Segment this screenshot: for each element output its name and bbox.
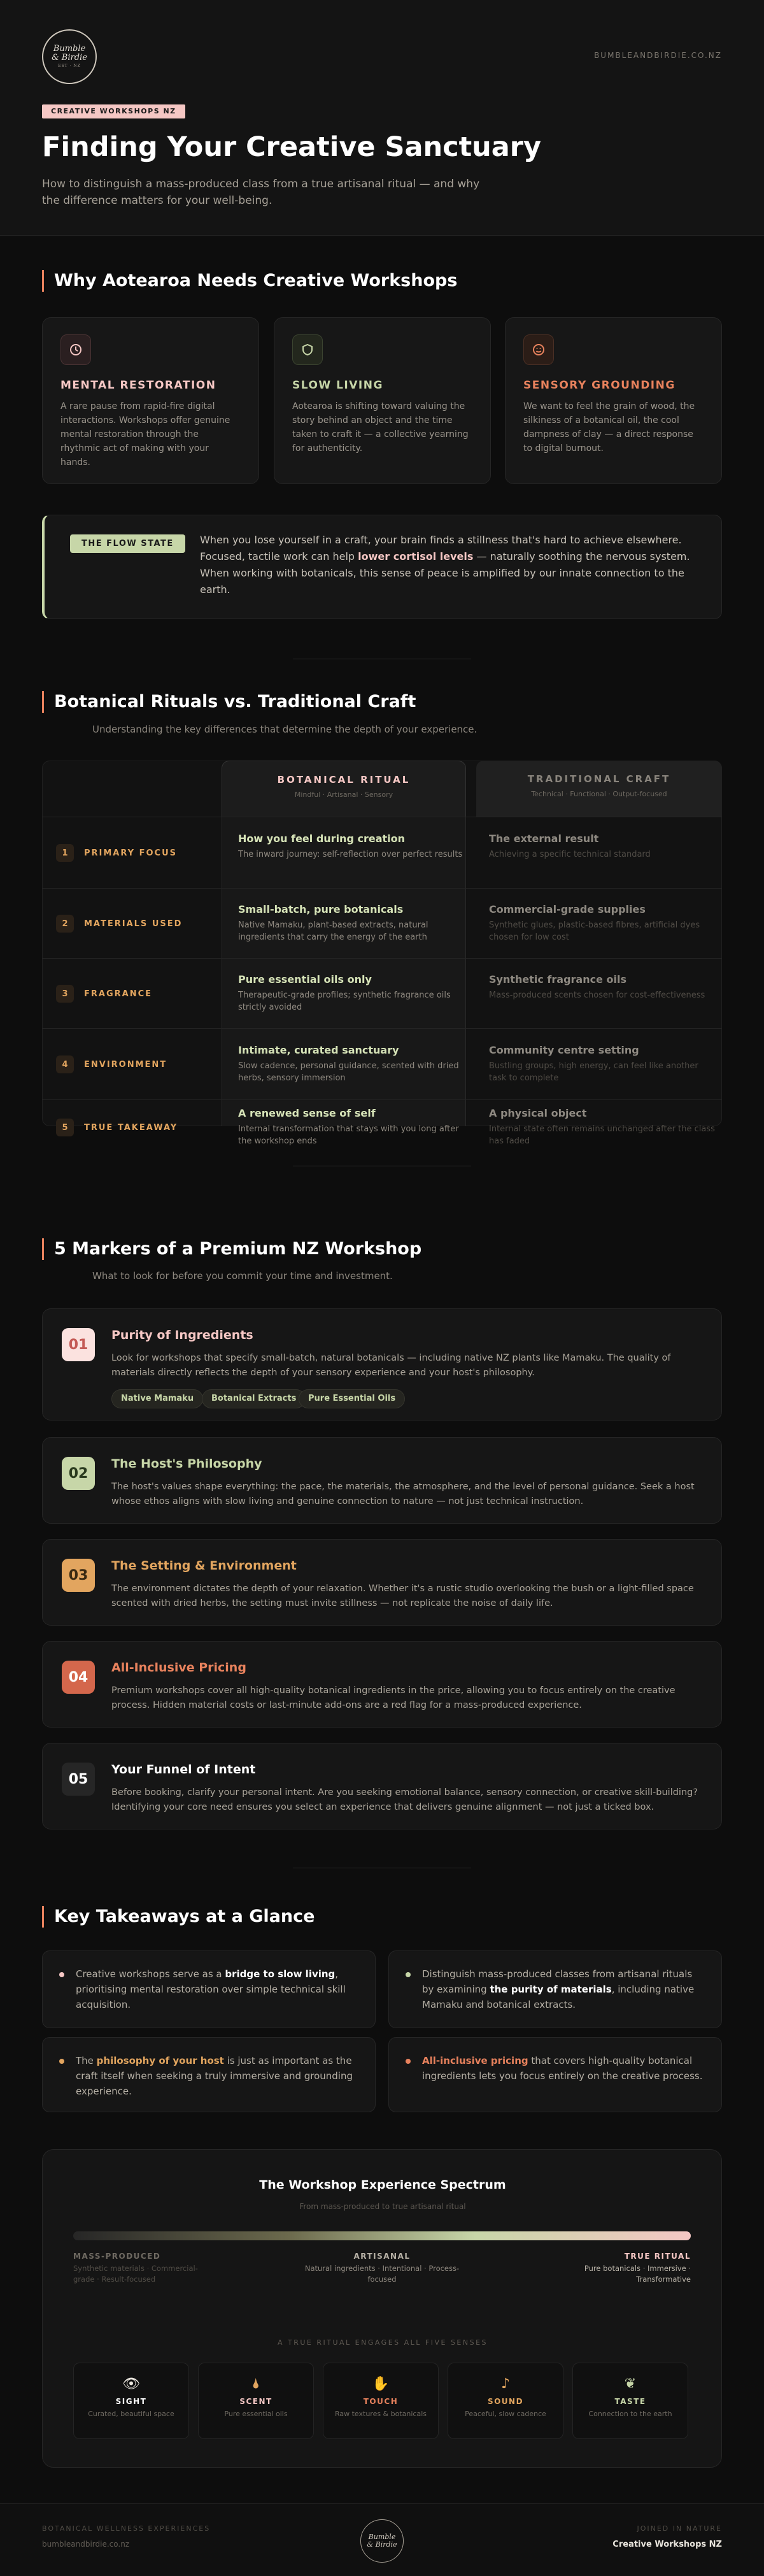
botanical-cell <box>238 903 467 943</box>
why-card-slow-living <box>274 317 491 484</box>
section-subtitle-compare: Understanding the key differences that determine the depth of your experience. <box>92 724 478 735</box>
cell-text: Native Mamaku, plant-based extracts, natural ingredients that carry the energy of the earth <box>238 920 428 942</box>
smile-icon <box>523 334 554 365</box>
footer-right-text: Creative Workshops NZ <box>612 2540 722 2549</box>
comparison-row <box>42 958 722 1028</box>
marker-title: All-Inclusive Pricing <box>111 1661 246 1675</box>
sense-card <box>198 2363 314 2439</box>
marker-card <box>42 1539 722 1626</box>
footer-url-link[interactable]: bumbleandbirdie.co.nz <box>42 2540 130 2549</box>
sense-title: SIGHT <box>115 2397 147 2406</box>
bullet-dot-icon <box>406 1972 411 1977</box>
ingredient-chip: Pure Essential Oils <box>299 1389 405 1408</box>
bullet-dot-icon <box>59 1972 64 1977</box>
spectrum-subtitle: From mass-produced to true artisanal ritual <box>299 2202 466 2211</box>
sense-title: TOUCH <box>363 2397 399 2406</box>
why-card-title: SENSORY GROUNDING <box>523 379 676 392</box>
why-card-sensory-grounding <box>505 317 722 484</box>
botanical-cell <box>238 833 467 861</box>
logo-line-2: & Birdie <box>52 52 87 62</box>
cell-text: Achieving a specific technical standard <box>489 850 651 859</box>
botanical-cell <box>238 1044 467 1084</box>
row-number: 5 <box>56 1119 74 1136</box>
section-subtitle-markers: What to look for before you commit your time and investment. <box>92 1270 393 1282</box>
row-label-text: FRAGRANCE <box>84 989 152 999</box>
cell-title: A renewed sense of self <box>238 1107 376 1119</box>
hand-icon: ✋ <box>372 2376 390 2392</box>
row-number: 2 <box>56 915 74 933</box>
sense-title: SOUND <box>487 2397 524 2406</box>
marker-card <box>42 1743 722 1829</box>
traditional-cell <box>489 833 718 861</box>
row-label <box>56 915 182 933</box>
takeaway-card: Creative workshops serve as a bridge to slow living, prioritising mental restoration over simple technical skill acquisition. <box>42 1950 376 2028</box>
marker-card <box>42 1308 722 1420</box>
sense-card <box>73 2363 189 2439</box>
cell-title: Commercial-grade supplies <box>489 903 646 915</box>
shield-icon <box>292 334 323 365</box>
sense-card <box>323 2363 439 2439</box>
footer-right-title: JOINED IN NATURE <box>637 2524 722 2533</box>
cell-text: Synthetic glues, plastic-based fibres, artificial dyes chosen for low cost <box>489 920 700 942</box>
cell-text: Mass-produced scents chosen for cost-effectiveness <box>489 991 705 1000</box>
column-header-traditional <box>476 761 722 817</box>
marker-number: 04 <box>62 1661 95 1694</box>
sense-text: Peaceful, slow cadence <box>465 2410 546 2418</box>
ingredient-chip: Native Mamaku <box>111 1389 203 1408</box>
footer-logo[interactable]: Bumble & Birdie <box>360 2519 404 2563</box>
comparison-row <box>42 817 722 888</box>
takeaway-highlight: philosophy of your host <box>96 2055 224 2066</box>
cell-title: The external result <box>489 833 599 845</box>
hero-header <box>0 0 764 236</box>
bullet-dot-icon <box>406 2059 411 2064</box>
column-subtitle: Mindful · Artisanal · Sensory <box>294 791 393 799</box>
row-label <box>56 844 177 862</box>
site-url-link[interactable]: BUMBLEANDBIRDIE.CO.NZ <box>594 51 722 60</box>
senses-title: A TRUE RITUAL ENGAGES ALL FIVE SENSES <box>277 2338 488 2347</box>
scent-icon: 🌢 <box>251 2376 260 2392</box>
comparison-row <box>42 888 722 958</box>
cell-text: Internal state often remains unchanged after the class has faded <box>489 1124 715 1146</box>
leaf-icon: ❦ <box>624 2376 637 2392</box>
takeaway-highlight: the purity of materials <box>490 1984 612 1995</box>
marker-text: Premium workshops cover all high-quality botanical ingredients in the price, allowing you to focus entirely on the creative process. Hidden material costs or last-minute add-ons are a red flag for a mass-produced experience. <box>111 1685 676 1710</box>
botanical-cell <box>238 1107 467 1147</box>
brand-logo[interactable] <box>42 29 97 84</box>
takeaway-highlight: bridge to slow living <box>225 1968 336 1980</box>
takeaway-card: Distinguish mass-produced classes from artisanal rituals by examining the purity of materials, including native Mamaku and botanical extracts. <box>388 1950 722 2028</box>
row-label <box>56 1055 167 1073</box>
section-title-why: Why Aotearoa Needs Creative Workshops <box>42 270 457 292</box>
cell-text: Internal transformation that stays with you long after the workshop ends <box>238 1124 459 1146</box>
marker-number: 02 <box>62 1457 95 1490</box>
clock-icon <box>60 334 91 365</box>
flow-state-highlight: lower cortisol levels <box>358 550 474 562</box>
cell-text: Bustling groups, high energy, can feel like another task to complete <box>489 1061 698 1083</box>
row-number: 1 <box>56 844 74 862</box>
category-tag: CREATIVE WORKSHOPS NZ <box>42 104 185 118</box>
section-title-compare: Botanical Rituals vs. Traditional Craft <box>42 691 416 713</box>
experience-spectrum <box>42 2149 722 2468</box>
why-card-text: We want to feel the grain of wood, the silkiness of a botanical oil, the cool dampness of clay — a direct response to digital burnout. <box>523 401 695 454</box>
spectrum-bar <box>73 2231 691 2240</box>
row-label <box>56 985 152 1003</box>
marker-text: The host's values shape everything: the pace, the materials, the atmosphere, and the level of personal guidance. Seek a host whose ethos aligns with slow living and genuine connection to nature — not just technical instruction. <box>111 1482 695 1506</box>
marker-number: 03 <box>62 1559 95 1592</box>
marker-text: The environment dictates the depth of your relaxation. Whether it's a rustic studio overlooking the bush or a light-filled space scented with dried herbs, the setting must invite stillness — not replicate the noise of daily life. <box>111 1584 694 1608</box>
section-title-markers: 5 Markers of a Premium NZ Workshop <box>42 1238 421 1260</box>
row-number: 3 <box>56 985 74 1003</box>
takeaway-highlight: All-inclusive pricing <box>422 2055 528 2066</box>
ingredient-chip: Botanical Extracts <box>202 1389 306 1408</box>
takeaway-card: All-inclusive pricing that covers high-quality botanical ingredients lets you focus entirely on the creative process. <box>388 2037 722 2112</box>
bullet-dot-icon <box>59 2059 64 2064</box>
marker-title: Purity of Ingredients <box>111 1328 253 1342</box>
row-label-text: TRUE TAKEAWAY <box>84 1122 178 1133</box>
sense-title: SCENT <box>239 2397 272 2406</box>
comparison-row <box>42 1028 722 1099</box>
traditional-cell <box>489 903 718 943</box>
sense-text: Curated, beautiful space <box>88 2410 174 2418</box>
section-title-takeaways: Key Takeaways at a Glance <box>42 1906 315 1928</box>
footer <box>0 2503 764 2576</box>
spectrum-title: The Workshop Experience Spectrum <box>259 2178 506 2192</box>
row-label <box>56 1119 178 1136</box>
logo-sub: EST · NZ <box>58 64 81 69</box>
flow-state-tag: THE FLOW STATE <box>70 534 185 553</box>
marker-text: Before booking, clarify your personal intent. Are you seeking emotional balance, sensory connection, or creative skill-building? Identifying your core need ensures you select an experience that delivers genuine alignment — not just a ticked box. <box>111 1787 698 1812</box>
row-number: 4 <box>56 1055 74 1073</box>
traditional-cell <box>489 973 718 1001</box>
spectrum-mid-label: ARTISANAL Natural ingredients · Intentional · Process-focused <box>304 2252 460 2284</box>
marker-card <box>42 1641 722 1728</box>
sense-text: Raw textures & botanicals <box>334 2410 427 2418</box>
marker-text: Look for workshops that specify small-batch, natural botanicals — including native NZ plants like Mamaku. The quality of materials directly reflects the depth of your sensory experience and your host's philosophy. <box>111 1353 671 1378</box>
flow-state-text: When you lose yourself in a craft, your brain finds a stillness that's hard to achieve elsewhere. Focused, tactile work can help lower cortisol levels — naturally soothing the nervous system. When working with botanicals, this sense of peace is amplified by our innate connection to the earth. <box>200 534 690 596</box>
why-card-title: SLOW LIVING <box>292 379 383 392</box>
why-card-text: Aotearoa is shifting toward valuing the story behind an object and the time taken to craft it — a collective yearning for authenticity. <box>292 401 469 454</box>
spectrum-left-label: MASS-PRODUCED Synthetic materials · Commercial-grade · Result-focused <box>73 2252 198 2284</box>
traditional-cell <box>489 1107 718 1147</box>
marker-number: 01 <box>62 1328 95 1361</box>
spectrum-right-label: TRUE RITUAL Pure botanicals · Immersive · Transformative <box>584 2252 691 2284</box>
cell-title: How you feel during creation <box>238 833 406 845</box>
logo-line-1: Bumble <box>53 44 86 54</box>
sense-card <box>572 2363 688 2439</box>
column-title: TRADITIONAL CRAFT <box>527 773 671 785</box>
row-label-text: MATERIALS USED <box>84 919 183 929</box>
cell-text: Therapeutic-grade profiles; synthetic fragrance oils strictly avoided <box>238 991 451 1012</box>
eye-icon: 👁 <box>122 2376 140 2392</box>
why-card-text: A rare pause from rapid-fire digital interactions. Workshops offer genuine mental restoration through the rhythmic act of making with your hands. <box>60 401 230 468</box>
cell-title: Community centre setting <box>489 1044 639 1056</box>
sense-text: Connection to the earth <box>588 2410 672 2418</box>
cell-title: Pure essential oils only <box>238 973 372 985</box>
flow-state-callout <box>42 515 722 619</box>
traditional-cell <box>489 1044 718 1084</box>
why-card-mental-restoration <box>42 317 259 484</box>
cell-title: A physical object <box>489 1107 587 1119</box>
marker-title: The Setting & Environment <box>111 1559 297 1573</box>
sense-title: TASTE <box>614 2397 646 2406</box>
row-label-text: PRIMARY FOCUS <box>84 848 178 858</box>
row-label-text: ENVIRONMENT <box>84 1059 167 1070</box>
column-title: BOTANICAL RITUAL <box>277 774 411 785</box>
page-title: Finding Your Creative Sanctuary <box>42 131 542 163</box>
botanical-cell <box>238 973 467 1013</box>
takeaway-card: The philosophy of your host is just as important as the craft itself when seeking a truly immersive and grounding experience. <box>42 2037 376 2112</box>
marker-title: The Host's Philosophy <box>111 1457 262 1471</box>
page-subtitle: How to distinguish a mass-produced class from a true artisanal ritual — and why the difference matters for your well-being. <box>42 178 480 207</box>
cell-text: Slow cadence, personal guidance, scented with dried herbs, sensory immersion <box>238 1061 459 1083</box>
comparison-row <box>42 1099 722 1154</box>
why-card-title: MENTAL RESTORATION <box>60 379 216 392</box>
sound-icon: ♪ <box>500 2376 511 2392</box>
column-subtitle: Technical · Functional · Output-focused <box>531 790 667 798</box>
column-header-botanical <box>222 761 466 817</box>
cell-text: The inward journey: self-reflection over perfect results <box>238 850 463 859</box>
marker-card <box>42 1437 722 1524</box>
sense-text: Pure essential oils <box>224 2410 288 2418</box>
cell-title: Synthetic fragrance oils <box>489 973 626 985</box>
marker-title: Your Funnel of Intent <box>111 1763 256 1777</box>
cell-title: Intimate, curated sanctuary <box>238 1044 399 1056</box>
cell-title: Small-batch, pure botanicals <box>238 903 404 915</box>
sense-card <box>448 2363 563 2439</box>
marker-number: 05 <box>62 1763 95 1796</box>
footer-left-title: BOTANICAL WELLNESS EXPERIENCES <box>42 2524 211 2533</box>
